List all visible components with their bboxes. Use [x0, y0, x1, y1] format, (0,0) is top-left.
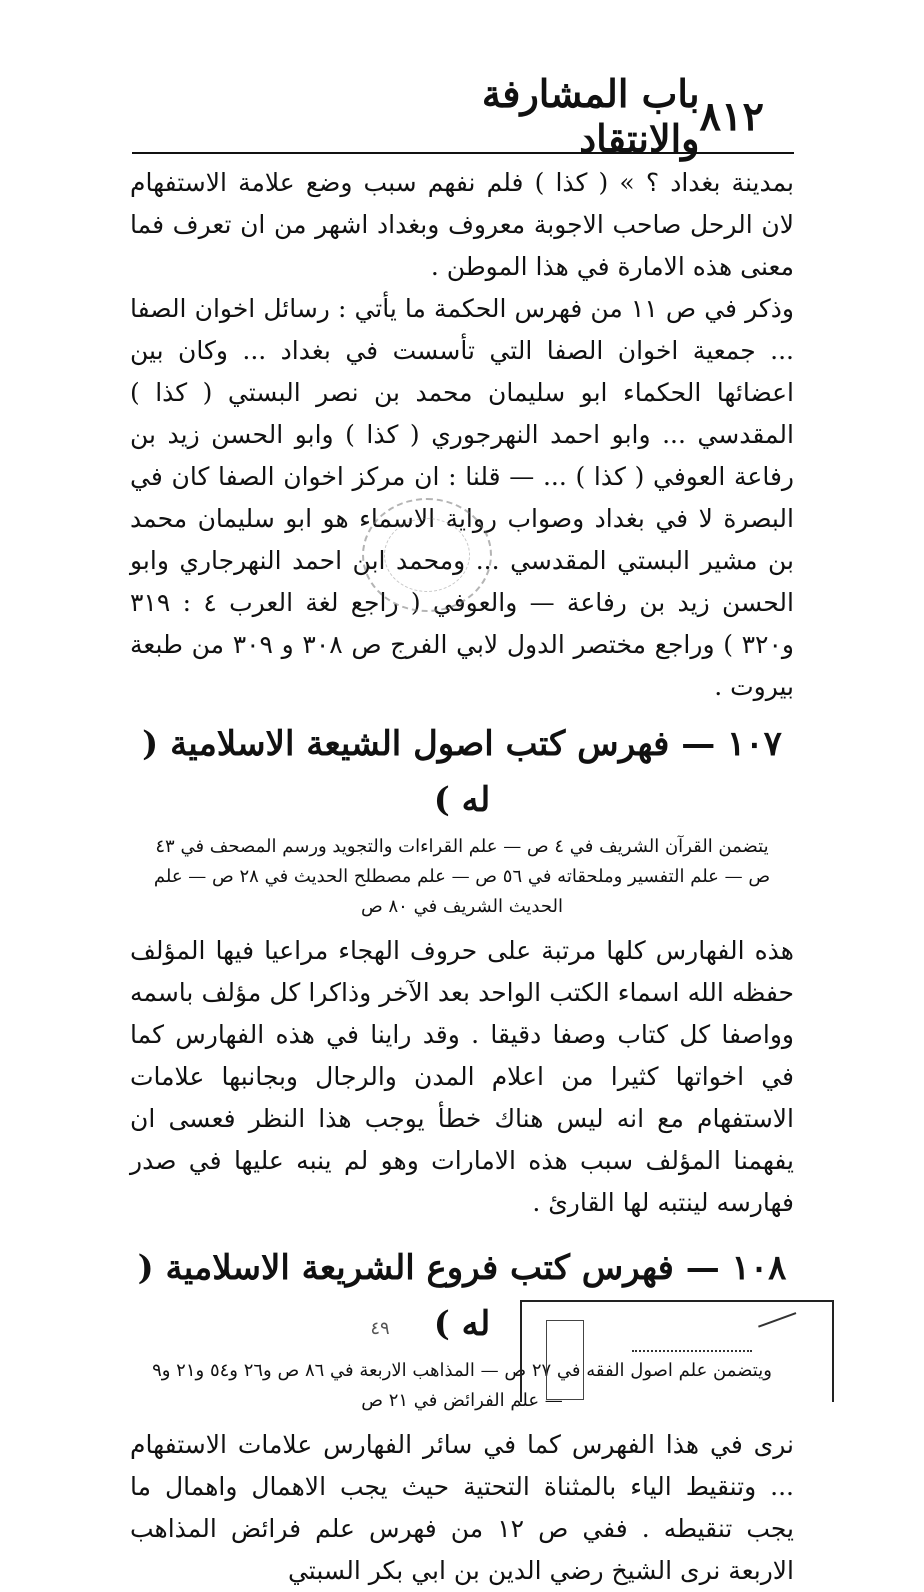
section-108-body: نرى في هذا الفهرس كما في سائر الفهارس علامات الاستفهام ... وتنقيط الياء بالمثناة التحتية حيث يجب الاهمال واهمال ما يجب تنقيطه . ففي ص ١٢ من فهرس علم فرائض المذاهب الاربعة نرى الشيخ رضي الدين بن ابي بكر السبتي: [130, 1430, 794, 1585]
section-107-body: هذه الفهارس كلها مرتبة على حروف الهجاء مراعيا فيها المؤلف حفظه الله اسماء الكتب الواحد بعد الآخر وذاكرا كل مؤلف باسمه وواصفا كل كتاب وصفا دقيقا . وقد راينا في هذه الفهارس كما في اخواتها كثيرا من اعلام المدن والرجال وبجانبها علامات الاستفهام مع انه ليس هناك خطأ يوجب هذا النظر فعسى ان يفهمنا المؤلف سبب هذه الامارات وهو لم ينبه عليها في صدر فهارسه لينتبه لها القارئ .: [130, 936, 794, 1217]
running-header: [130, 71, 764, 161]
running-title: باب المشارفة والانتقاد: [481, 71, 700, 161]
label-inner-box: [546, 1320, 584, 1400]
section-107-summary: يتضمن القرآن الشريف في ٤ ص — علم القراءات والتجويد ورسم المصحف في ٤٣ ص — علم التفسير وملحقاته في ٥٦ ص — علم مصطلح الحديث في ٢٨ ص — علم الحديث الشريف في ٨٠ ص: [153, 836, 771, 917]
section-107-heading: ١٠٧ — فهرس كتب اصول الشيعة الاسلامية ( له ): [142, 724, 782, 820]
section-108-heading: ١٠٨ — فهرس كتب فروع الشريعة الاسلامية ( له ): [137, 1248, 787, 1344]
library-label-box: [520, 1300, 834, 1402]
handwritten-note: [632, 1350, 752, 1354]
page-number: ٨١٢: [699, 92, 764, 140]
handwritten-signature: [758, 1312, 806, 1354]
paragraph-2: وذكر في ص ١١ من فهرس الحكمة ما يأتي : رسائل اخوان الصفا ... جمعية اخوان الصفا التي تأسست في بغداد ... وكان بين اعضائها الحكماء ابو سليمان محمد بن نصر البستي ( كذا ) المقدسي ... وابو احمد النهرجوري ( كذا ) وابو الحسن زيد بن رفاعة العوفي ( كذا ) ... — قلنا : ان مركز اخوان الصفا كان في البصرة لا في بغداد وصواب رواية الاسماء هو ابو سليمان محمد بن مشير البستي المقدسي ... ومحمد ابن احمد النهرجاري وابو الحسن زيد بن رفاعة — والعوفي ( راجع لغة العرب ٤ : ٣١٩ و٣٢٠ ) وراجع مختصر الدول لابي الفرج ص ٣٠٨ و ٣٠٩ من طبعة بيروت .: [130, 294, 794, 701]
header-rule: [132, 152, 794, 154]
paragraph-1: بمدينة بغداد ؟ » ( كذا ) فلم نفهم سبب وضع علامة الاستفهام لان الرحل صاحب الاجوبة معروف وبغداد اشهر من ان تعرف فما معنى هذه الامارة في هذا الموطن .: [130, 168, 794, 281]
folio-number: ٤٩: [370, 1318, 390, 1339]
section-108-summary: ويتضمن علم اصول الفقه في ٢٧ ص — المذاهب الاربعة في ٨٦ ص و٢٦ و٥٤ و٢١ و٩ — علم الفرائض في ٢١ ص: [152, 1360, 772, 1411]
library-stamp: [362, 498, 492, 612]
